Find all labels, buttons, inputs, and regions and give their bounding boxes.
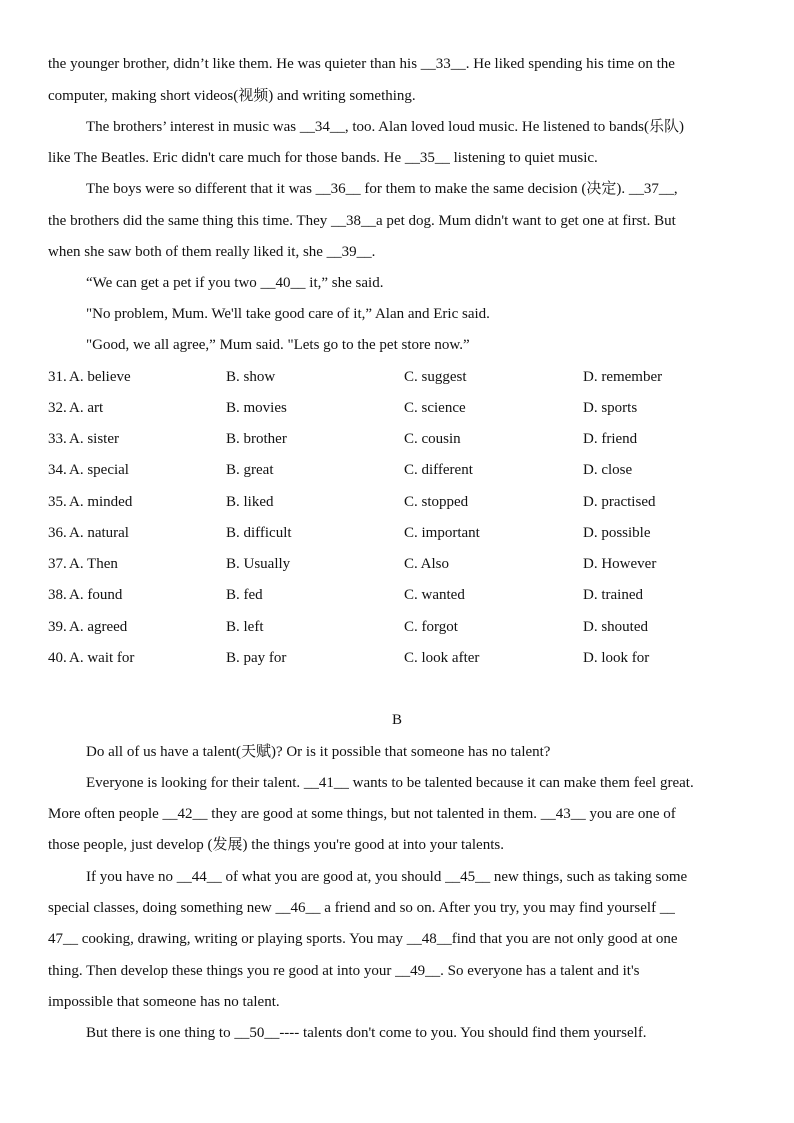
- passage-a-line: the younger brother, didn’t like them. He was quieter than his __33__. He liked spending his time on the: [48, 56, 675, 72]
- option-d: D. possible: [583, 525, 651, 541]
- option-a: A. sister: [69, 431, 119, 447]
- passage-a-line: when she saw both of them really liked it, she __39__.: [48, 244, 376, 260]
- option-d: D. shouted: [583, 619, 648, 635]
- option-d: D. practised: [583, 494, 656, 510]
- option-number: 32.: [48, 400, 67, 416]
- option-d: D. look for: [583, 650, 650, 666]
- option-c: C. important: [404, 525, 480, 541]
- option-b: B. pay for: [226, 650, 287, 666]
- option-number: 33.: [48, 431, 67, 447]
- passage-a-line: like The Beatles. Eric didn't care much for those bands. He __35__ listening to quiet music.: [48, 150, 598, 166]
- option-number: 40.: [48, 650, 67, 666]
- option-b: B. left: [226, 619, 264, 635]
- option-a: A. wait for: [69, 650, 135, 666]
- passage-a-line: The brothers’ interest in music was __34__, too. Alan loved loud music. He listened to bands(乐队): [86, 119, 684, 135]
- passage-b-line: 47__ cooking, drawing, writing or playing sports. You may __48__find that you are not only good at one: [48, 931, 678, 947]
- section-b-title: B: [391, 712, 402, 728]
- option-c: C. look after: [404, 650, 480, 666]
- option-b: B. Usually: [226, 556, 291, 572]
- option-b: B. movies: [226, 400, 287, 416]
- option-number: 35.: [48, 494, 67, 510]
- option-d: D. friend: [583, 431, 638, 447]
- option-a: A. agreed: [69, 619, 128, 635]
- passage-b-line: More often people __42__ they are good at some things, but not talented in them. __43__ you are one of: [48, 806, 676, 822]
- passage-b-line: special classes, doing something new __46__ a friend and so on. After you try, you may find yourself __: [48, 900, 675, 916]
- option-d: D. However: [583, 556, 657, 572]
- option-b: B. great: [226, 462, 274, 478]
- option-c: C. stopped: [404, 494, 469, 510]
- passage-b-line: thing. Then develop these things you re good at into your __49__. So everyone has a talent and it's: [48, 963, 640, 979]
- option-a: A. Then: [69, 556, 118, 572]
- option-b: B. difficult: [226, 525, 292, 541]
- option-c: C. forgot: [404, 619, 458, 635]
- passage-b-line: impossible that someone has no talent.: [48, 994, 280, 1010]
- option-c: C. different: [404, 462, 473, 478]
- option-b: B. brother: [226, 431, 287, 447]
- option-number: 39.: [48, 619, 67, 635]
- option-d: D. close: [583, 462, 633, 478]
- option-c: C. wanted: [404, 587, 465, 603]
- option-number: 34.: [48, 462, 67, 478]
- passage-a-line: computer, making short videos(视频) and writing something.: [48, 88, 416, 104]
- option-d: D. trained: [583, 587, 643, 603]
- option-a: A. special: [69, 462, 129, 478]
- option-a: A. minded: [69, 494, 133, 510]
- passage-b-line: those people, just develop (发展) the things you're good at into your talents.: [48, 837, 504, 853]
- passage-b-line: But there is one thing to __50__---- talents don't come to you. You should find them yourself.: [86, 1025, 647, 1041]
- passage-a-line: “We can get a pet if you two __40__ it,” she said.: [86, 275, 384, 291]
- option-c: C. Also: [404, 556, 450, 572]
- option-a: A. found: [69, 587, 123, 603]
- option-number: 38.: [48, 587, 67, 603]
- passage-a-line: The boys were so different that it was __36__ for them to make the same decision (决定). __37__,: [86, 181, 678, 197]
- option-b: B. fed: [226, 587, 263, 603]
- passage-a-line: "Good, we all agree,” Mum said. "Lets go to the pet store now.”: [86, 337, 470, 353]
- option-a: A. art: [69, 400, 104, 416]
- option-d: D. sports: [583, 400, 638, 416]
- option-c: C. science: [404, 400, 466, 416]
- option-a: A. natural: [69, 525, 129, 541]
- option-number: 31.: [48, 369, 67, 385]
- option-d: D. remember: [583, 369, 663, 385]
- option-a: A. believe: [69, 369, 131, 385]
- passage-a-line: the brothers did the same thing this time. They __38__a pet dog. Mum didn't want to get one at first. But: [48, 213, 676, 229]
- option-c: C. suggest: [404, 369, 467, 385]
- passage-b-line: Everyone is looking for their talent. __41__ wants to be talented because it can make them feel great.: [86, 775, 694, 791]
- passage-a-line: "No problem, Mum. We'll take good care of it,” Alan and Eric said.: [86, 306, 490, 322]
- option-c: C. cousin: [404, 431, 461, 447]
- option-number: 36.: [48, 525, 67, 541]
- passage-b-line: Do all of us have a talent(天赋)? Or is it possible that someone has no talent?: [86, 744, 551, 760]
- passage-b-line: If you have no __44__ of what you are good at, you should __45__ new things, such as taking some: [86, 869, 688, 885]
- option-number: 37.: [48, 556, 67, 572]
- option-b: B. show: [226, 369, 276, 385]
- option-b: B. liked: [226, 494, 274, 510]
